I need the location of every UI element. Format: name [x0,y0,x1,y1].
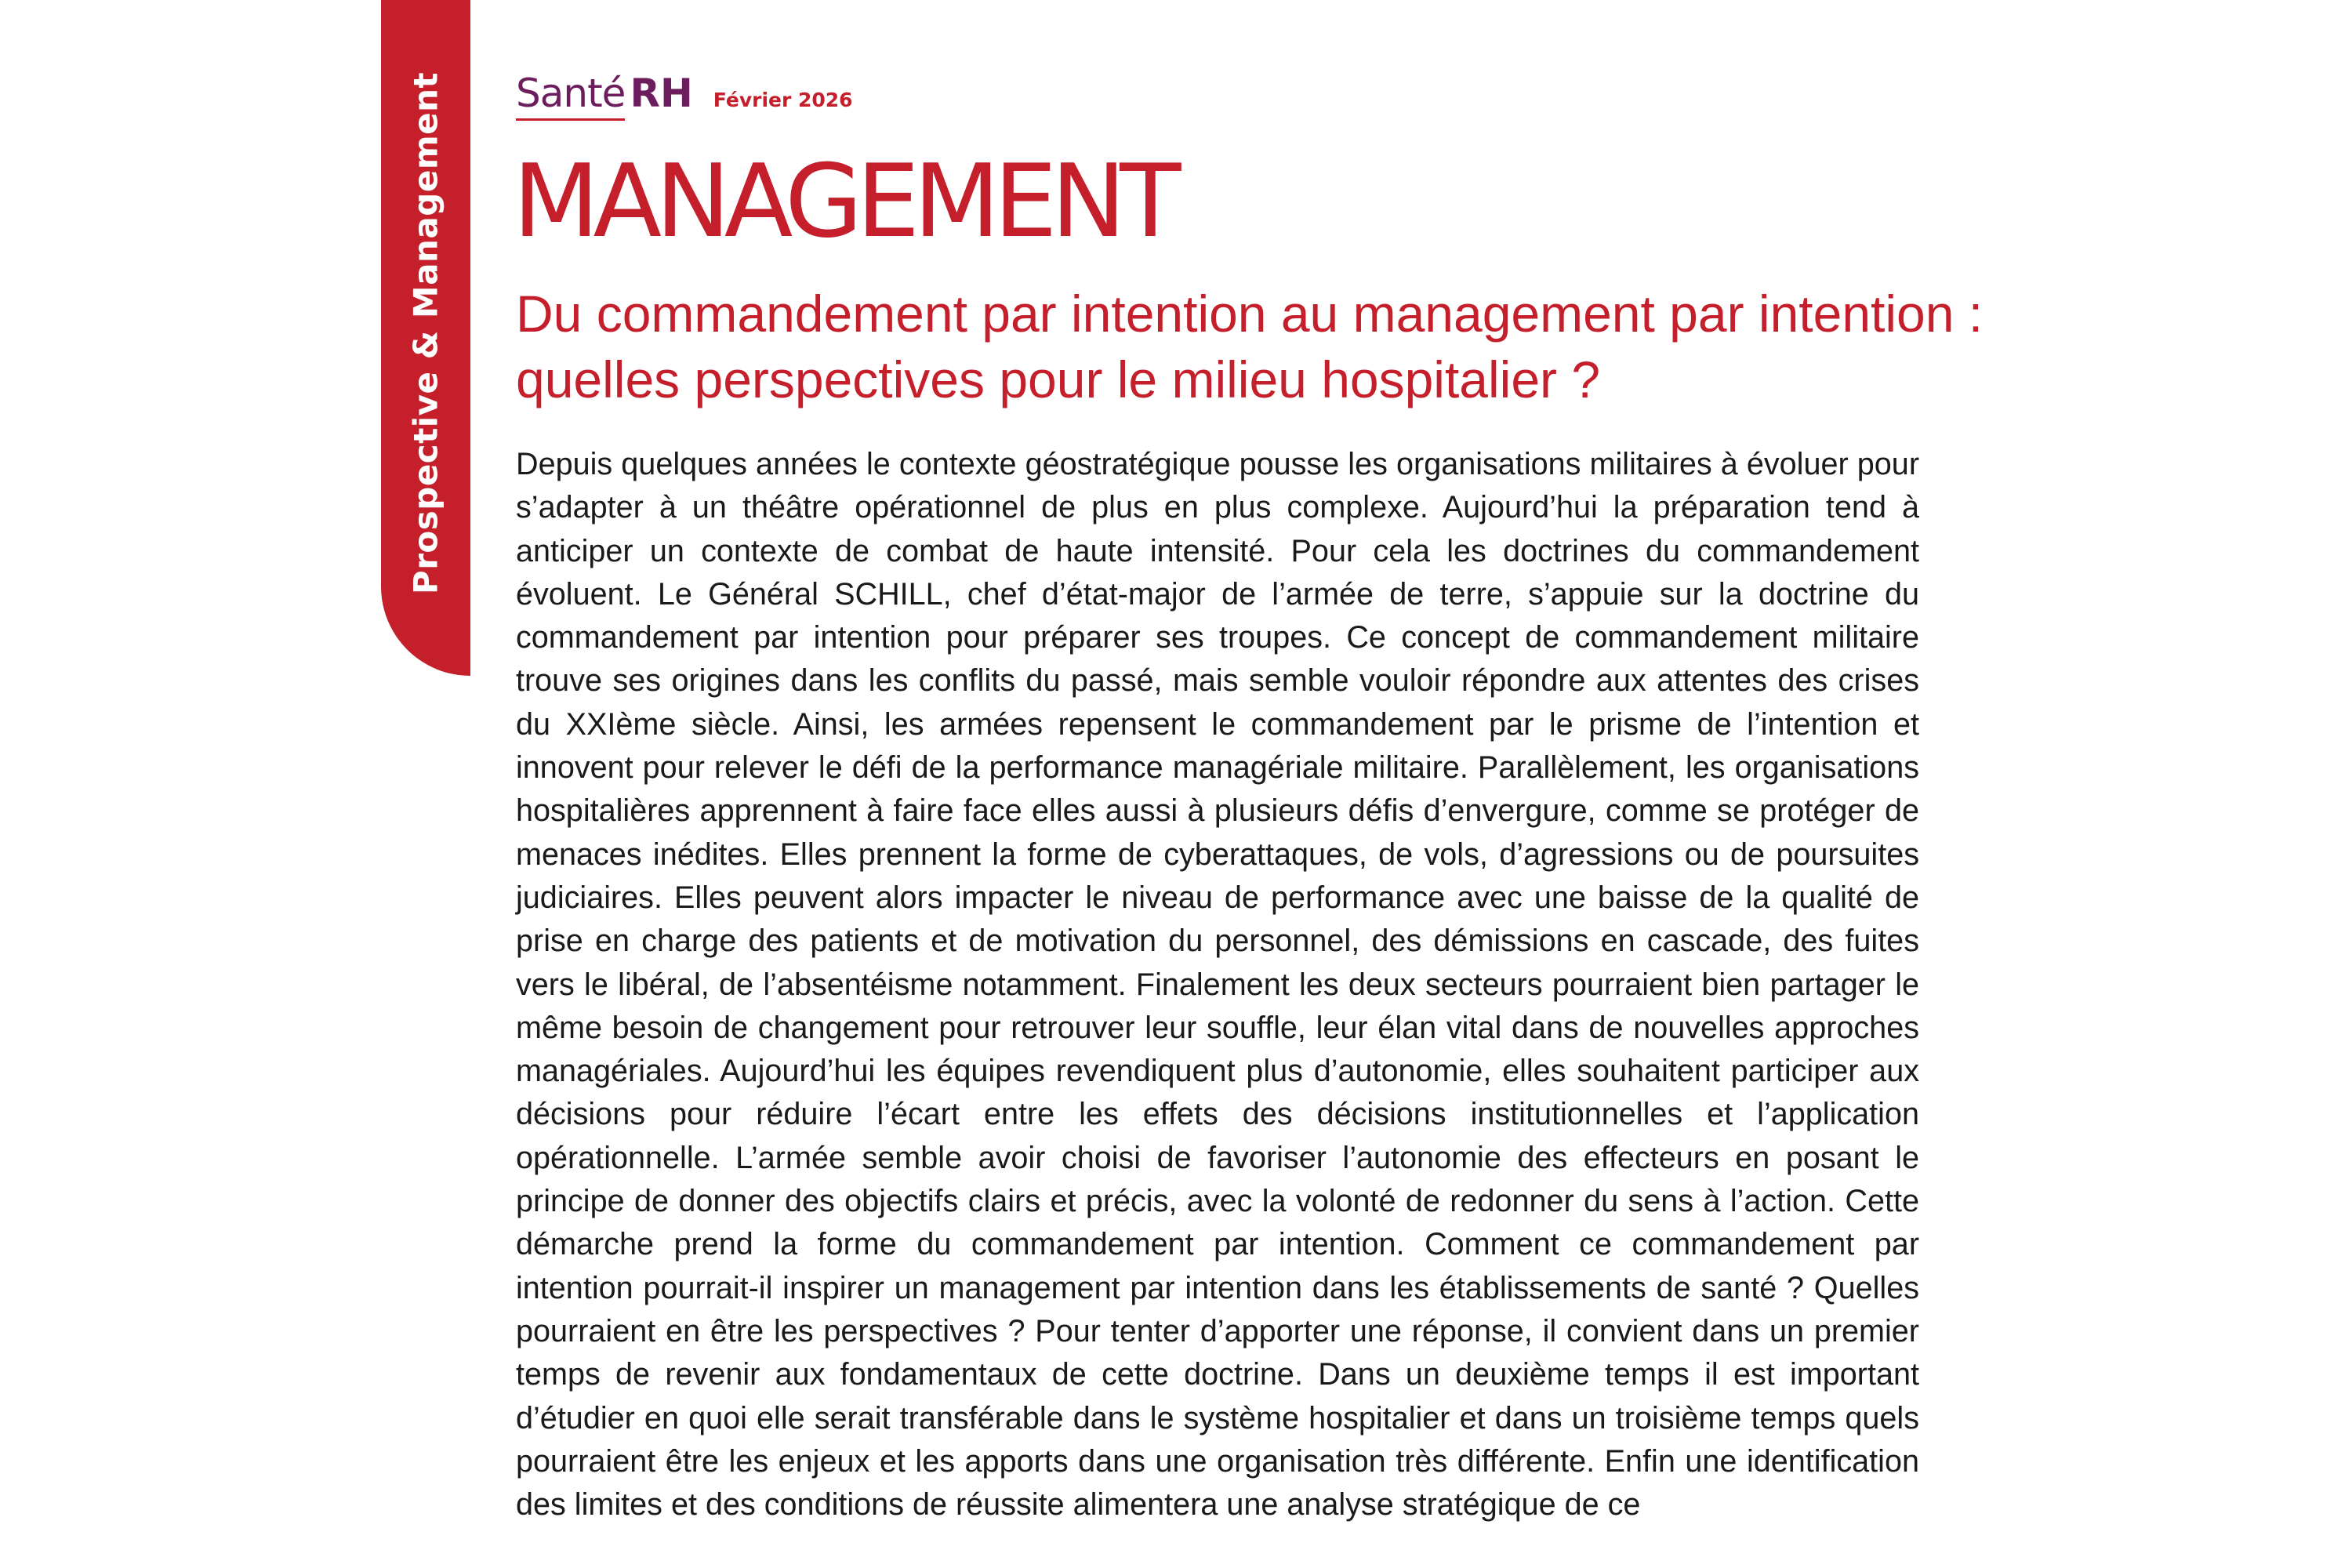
section-side-tab [381,0,470,676]
article-body: Depuis quelques années le contexte géostratégique pousse les organisations militaires à évoluer pour s’adapter à un théâtre opérationnel de plus en plus complexe. Aujourd’hui la préparation tend à anticiper un contexte de combat de haute intensité. Pour cela les doctrines du commandement évoluent. Le Général SCHILL, chef d’état-major de l’armée de terre, s’appuie sur la doctrine du commandement par intention pour préparer ses troupes. Ce concept de commandement militaire trouve ses origines dans les conflits du passé, mais semble vouloir répondre aux attentes des crises du XXIème siècle. Ainsi, les armées repensent le commandement par le prisme de l’intention et innovent pour relever le défi de la performance managériale militaire. Parallèlement, les organisations hospitalières apprennent à faire face elles aussi à plusieurs défis d’envergure, comme se protéger de menaces inédites. Elles prennent la forme de cyberattaques, de vols, d’agressions ou de poursuites judiciaires. Elles peuvent alors impacter le niveau de performance avec une baisse de la qualité de prise en charge des patients et de motivation du personnel, des démissions en cascade, des fuites vers le libéral, de l’absentéisme notamment. Finalement les deux secteurs pourraient bien partager le même besoin de changement pour retrouver leur souffle, leur élan vital dans de nouvelles approches managériales. Aujourd’hui les équipes revendiquent plus d’autonomie, elles souhaitent participer aux décisions pour réduire l’écart entre les effets des décisions institutionnelles et l’application opérationnelle. L’armée semble avoir choisi de favoriser l’autonomie des effecteurs en posant le principe de donner des objectifs clairs et précis, avec la volonté de redonner du sens à l’action. Cette démarche prend la forme du commandement par intention. Comment ce commandement par intention pourrait-il inspirer un management par intention dans les établissements de santé ? Quelles pourraient en être les perspectives ? Pour tenter d’apporter une réponse, il convient dans un premier temps de revenir aux fondamentaux de cette doctrine. Dans un deuxième temps il est important d’étudier en quoi elle serait transférable dans le système hospitalier et dans un troisième temps quels pourraient être les enjeux et les apports dans une organisation très différente. Enfin une identification des limites et des conditions de réussite alimentera une analyse stratégique de ce [516,447,1919,1523]
issue-date: Février 2026 [713,89,853,111]
masthead [516,71,853,118]
brand-logo-rh: RH [630,71,693,116]
brand-logo-sante: Santé [516,71,626,116]
section-title: MANAGEMENT [513,143,1175,260]
side-tab-label: Prospective & Management [406,71,445,595]
article-title: Du commandement par intention au management par intention : quelles perspectives pour le milieu hospitalier ? [516,285,1984,408]
